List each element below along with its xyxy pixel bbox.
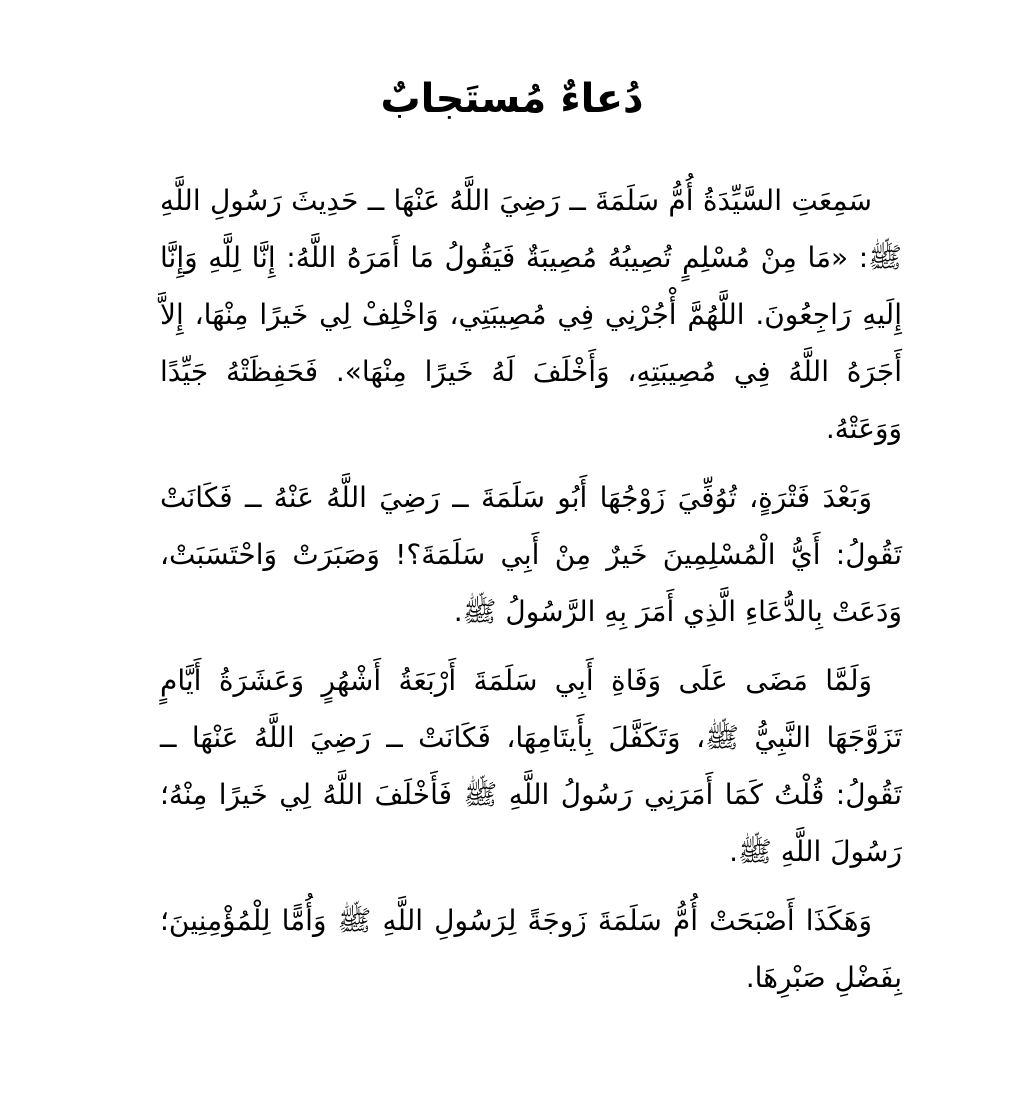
document-body [160,172,902,1006]
paragraph-4: وَهَكَذَا أَصْبَحَتْ أُمُّ سَلَمَةَ زَوجَةً لِرَسُولِ اللَّهِ ﷺ وَأُمًّا لِلْمُؤْمِنِينَ؛ بِفَضْلِ صَبْرِهَا. [160,904,902,994]
paragraph-1: سَمِعَتِ السَّيِّدَةُ أُمُّ سَلَمَةَ ــ رَضِيَ اللَّهُ عَنْهَا ــ حَدِيثَ رَسُولِ اللَّهِ ﷺ: «مَا مِنْ مُسْلِمٍ تُصِيبُهُ مُصِيبَةٌ فَيَقُولُ مَا أَمَرَهُ اللَّهُ: إِنَّا لِلَّهِ وَإِنَّا إِلَيهِ رَاجِعُونَ. اللَّهُمَّ أْجُرْنِي فِي مُصِيبَتِي، وَاخْلِفْ لِي خَيرًا مِنْهَا، إِلاَّ أَجَرَهُ اللَّهُ فِي مُصِيبَتِهِ، وَأَخْلَفَ لَهُ خَيرًا مِنْهَا». فَحَفِظَتْهُ جَيِّدًا وَوَعَتْهُ. [160,184,902,445]
page-title: دُعاءٌ مُستَجابٌ [380,76,644,122]
paragraph-3: وَلَمَّا مَضَى عَلَى وَفَاةِ أَبِي سَلَمَةَ أَرْبَعَةُ أَشْهُرٍ وَعَشَرَةُ أَيَّامٍ تَزَوَّجَهَا النَّبِيُّ ﷺ، وَتَكَفَّلَ بِأَيتَامِهَا، فَكَانَتْ ــ رَضِيَ اللَّهُ عَنْهَا ــ تَقُولُ: قُلْتُ كَمَا أَمَرَنِي رَسُولُ اللَّهِ ﷺ فَأَخْلَفَ اللَّهُ لِي خَيرًا مِنْهُ؛ رَسُولَ اللَّهِ ﷺ. [160,664,902,868]
paragraph-2: وَبَعْدَ فَتْرَةٍ، تُوُفِّيَ زَوْجُهَا أَبُو سَلَمَةَ ــ رَضِيَ اللَّهُ عَنْهُ ــ فَكَانَتْ تَقُولُ: أَيُّ الْمُسْلِمِينَ خَيرٌ مِنْ أَبِي سَلَمَةَ؟! وَصَبَرَتْ وَاحْتَسَبَتْ، وَدَعَتْ بِالدُّعَاءِ الَّذِي أَمَرَ بِهِ الرَّسُولُ ﷺ. [160,481,902,628]
